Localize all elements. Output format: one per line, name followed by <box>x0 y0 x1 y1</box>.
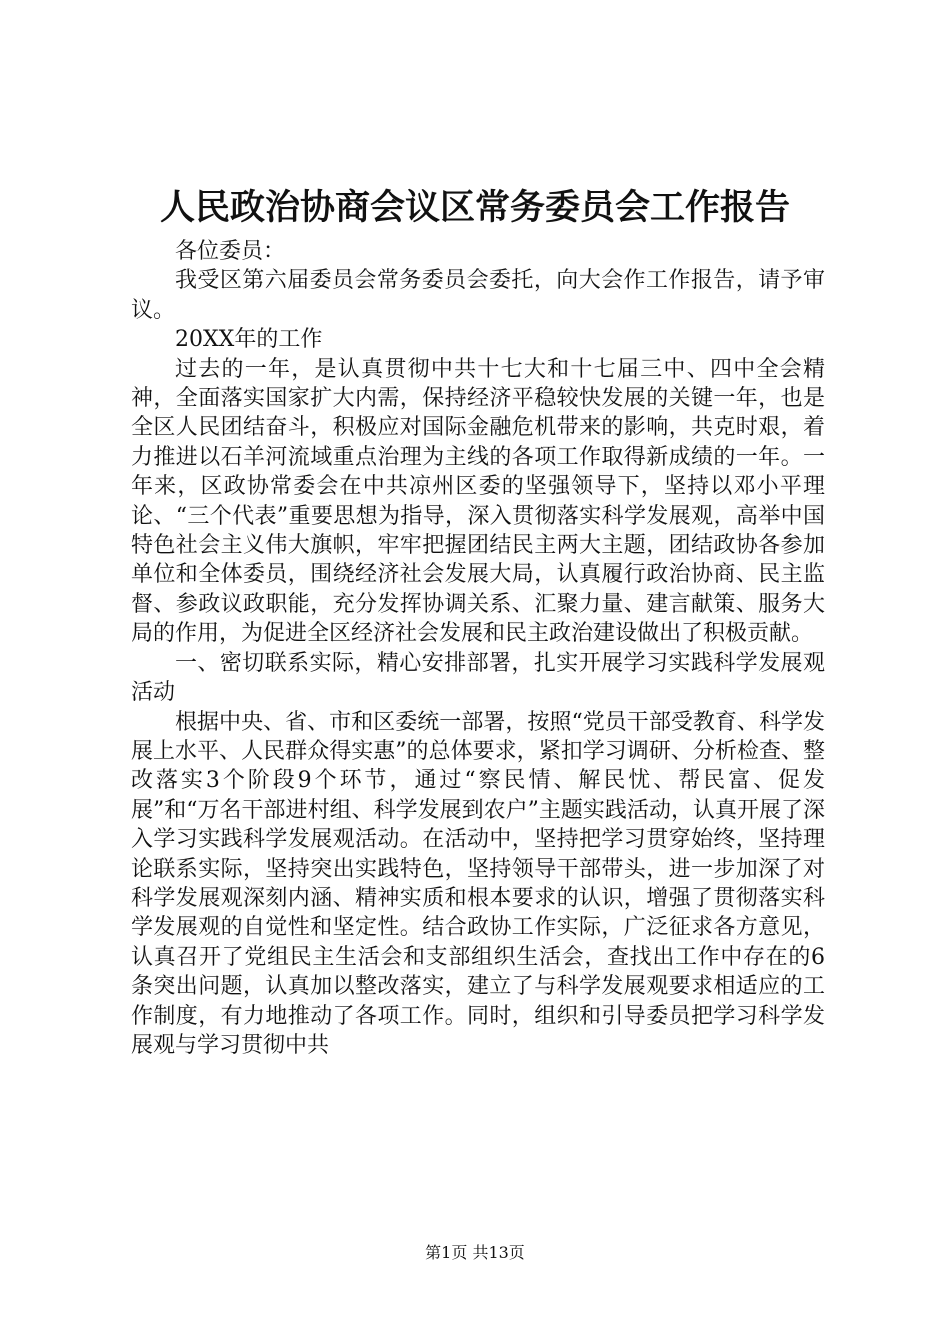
page-footer: 第1页 共13页 <box>425 1243 525 1262</box>
section-heading-one: 一、密切联系实际，精心安排部署，扎实开展学习实践科学发展观活动 <box>131 650 825 706</box>
section-one-paragraph: 根据中央、省、市和区委统一部署，按照“党员干部受教育、科学发展上水平、人民群众得实惠”的总体要求，紧扣学习调研、分析检查、整改落实3个阶段9个环节，通过“察民情、解民忧、帮民富、促发展”和“万名干部进村组、科学发展到农户”主题实践活动，认真开展了深入学习实践科学发展观活动。在活动中，坚持把学习贯穿始终，坚持理论联系实际，坚持突出实践特色，坚持领导干部带头，进一步加深了对科学发展观深刻内涵、精神实质和根本要求的认识，增强了贯彻落实科学发展观的自觉性和坚定性。结合政协工作实际，广泛征求各方意见，认真召开了党组民主生活会和支部组织生活会，查找出工作中存在的6条突出问题，认真加以整改落实，建立了与科学发展观要求相适应的工作制度，有力地推动了各项工作。同时，组织和引导委员把学习科学发展观与学习贯彻中共 <box>131 709 825 1058</box>
intro-paragraph: 我受区第六届委员会常务委员会委托，向大会作工作报告，请予审议。 <box>131 268 825 323</box>
summary-paragraph: 过去的一年，是认真贯彻中共十七大和十七届三中、四中全会精神，全面落实国家扩大内需，保持经济平稳较快发展的关键一年，也是全区人民团结奋斗，积极应对国际金融危机带来的影响，共克时艰，着力推进以石羊河流域重点治理为主线的各项工作取得新成绩的一年。一年来，区政协常委会在中共凉州区委的坚强领导下，坚持以邓小平理论、“三个代表”重要思想为指导，深入贯彻落实科学发展观，高举中国特色社会主义伟大旗帜，牢牢把握团结民主两大主题，团结政协各参加单位和全体委员，围绕经济社会发展大局，认真履行政治协商、民主监督、参政议政职能，充分发挥协调关系、汇聚力量、建言献策、服务大局的作用，为促进全区经济社会发展和民主政治建设做出了积极贡献。 <box>131 356 825 647</box>
document-title: 人民政治协商会议区常务委员会工作报告 <box>159 187 790 228</box>
document-body <box>131 237 825 1060</box>
section-heading-year: 20XX年的工作 <box>175 327 323 353</box>
salutation-paragraph: 各位委员： <box>175 239 286 264</box>
